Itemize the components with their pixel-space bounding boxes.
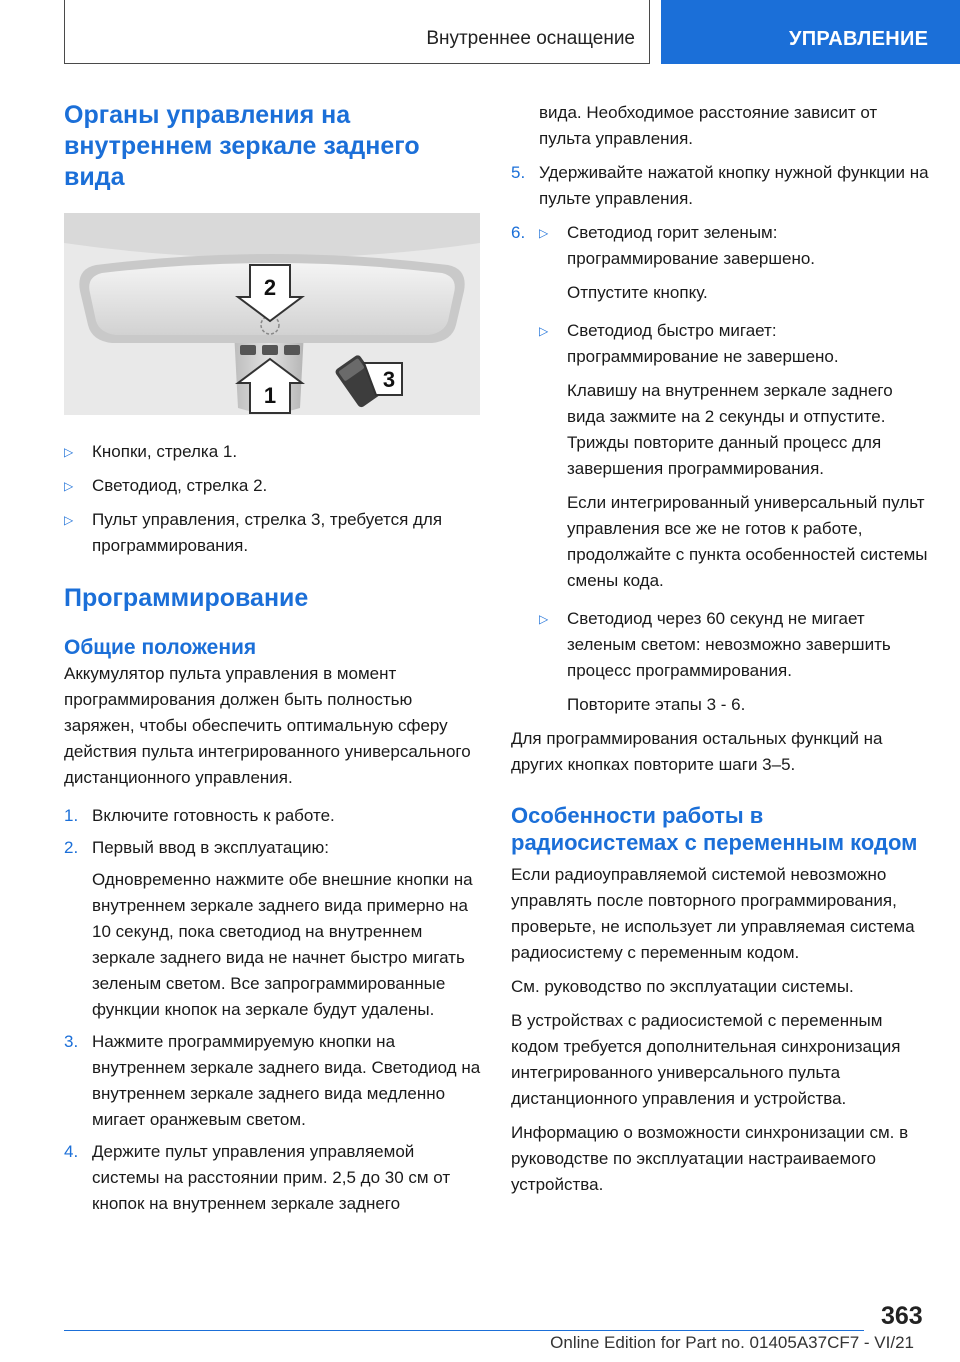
callout-3: 3 <box>382 367 396 392</box>
left-column <box>64 100 484 1217</box>
triangle-right-icon: ▷ <box>64 479 74 493</box>
rolling-code-paragraph: См. руководство по эксплуатации системы. <box>511 977 854 996</box>
triangle-right-icon: ▷ <box>64 513 74 527</box>
legend-item: ▷ Светодиод, стрелка 2. <box>64 473 484 499</box>
step-item: 6. ▷ Светодиод горит зеленым: программирование завершено. Отпустите кнопку. ▷ Светодиод быстро мигает: программирование не завершено. Клавишу на внутреннем зеркале заднего вида зажмите на 2 секунды и отпустите. Трижды повторите данный процесс для завершения программирования. Если интегрированный универсальный пульт управления все же не готов к работе, продолжайте с пункта особенностей системы смены кода. ▷ Светодиод через 60 секунд не мигает зеленым светом: невозможно завершить процесс программирования. Повторите этапы 3 - 6. <box>511 220 929 718</box>
footer-divider <box>64 1330 864 1331</box>
rolling-code-paragraph: Если радиоуправляемой системой невозможно управлять после повторного программирования, проверьте, не использует ли управляемая система радиосистему с переменным кодом. <box>511 865 915 962</box>
legend-item: ▷ Кнопки, стрелка 1. <box>64 439 484 465</box>
header-section-title: Внутреннее оснащение <box>426 28 635 49</box>
right-column <box>511 100 929 1198</box>
step-item: 5. Удерживайте нажатой кнопку нужной функции на пульте управления. <box>511 163 929 208</box>
step-item: 2. Первый ввод в эксплуатацию: <box>64 838 330 857</box>
step-item: 3. Нажмите программируемую кнопки на внутреннем зеркале заднего вида. Светодиод на внутреннем зеркале заднего вида медленно мигает оранжевым светом. <box>64 1032 481 1129</box>
mirror-figure <box>64 213 480 415</box>
step4-continuation: вида. Необходимое расстояние зависит от пульта управления. <box>539 103 878 148</box>
triangle-right-icon: ▷ <box>539 612 549 626</box>
header-chapter-box <box>661 0 960 64</box>
rolling-code-paragraph: Информацию о возможности синхронизации см. в руководстве по эксплуатации настраиваемого устройства. <box>511 1123 909 1194</box>
rolling-code-paragraph: В устройствах с радиосистемой с переменным кодом требуется дополнительная синхронизация интегрированного универсального пульта дистанционного управления и устройства. <box>511 1011 901 1108</box>
footer-edition: Online Edition for Part no. 01405A37CF7 - VI/21 <box>550 1333 914 1352</box>
header-chapter-title: УПРАВЛЕНИЕ <box>789 28 929 50</box>
substep-item: ▷ Светодиод через 60 секунд не мигает зеленым светом: невозможно завершить процесс программирования. <box>539 606 929 684</box>
steps-list <box>64 803 484 1217</box>
step-extra: Одновременно нажмите обе внешние кнопки на внутреннем зеркале заднего вида примерно на 10 секунд, пока светодиод на внутреннем зеркале заднего вида не начнет быстро мигать зеленым светом. Все запрограммированные функции кнопок на зеркале будут удалены. <box>92 870 473 1019</box>
subsection-title-general: Общие положения <box>64 636 257 659</box>
rear-view-mirror-illustration <box>64 213 480 415</box>
callout-2: 2 <box>263 275 277 300</box>
substep-item: ▷ Светодиод горит зеленым: программирование завершено. <box>539 220 929 272</box>
step-item: 1. Включите готовность к работе. <box>64 806 335 825</box>
section-title-rolling-code: Особенности работы в радиосистемах с переменным кодом <box>511 803 918 855</box>
callout-1: 1 <box>263 383 277 408</box>
section-title-programming: Программирование <box>64 584 309 612</box>
triangle-right-icon: ▷ <box>539 324 549 338</box>
legend-item: ▷ Пульт управления, стрелка 3, требуется для программирования. <box>64 507 484 559</box>
header-section-box <box>64 0 650 64</box>
figure-legend <box>64 439 484 559</box>
page-number: 363 <box>881 1302 923 1330</box>
step-item: 4. Держите пульт управления управляемой системы на расстоянии прим. 2,5 до 30 см от кнопок на внутреннем зеркале заднего <box>64 1142 451 1213</box>
other-functions-paragraph: Для программирования остальных функций на других кнопках повторите шаги 3–5. <box>511 729 883 774</box>
intro-paragraph: Аккумулятор пульта управления в момент программирования должен быть полностью заряжен, чтобы обеспечить оптимальную сферу действия пульта интегрированного универсального дистанционного управления. <box>64 664 471 787</box>
substep-item: ▷ Светодиод быстро мигает: программирование не завершено. <box>539 318 929 370</box>
page-title: Органы управления на внутреннем зеркале заднего вида <box>64 101 420 191</box>
triangle-right-icon: ▷ <box>64 445 74 459</box>
triangle-right-icon: ▷ <box>539 226 549 240</box>
